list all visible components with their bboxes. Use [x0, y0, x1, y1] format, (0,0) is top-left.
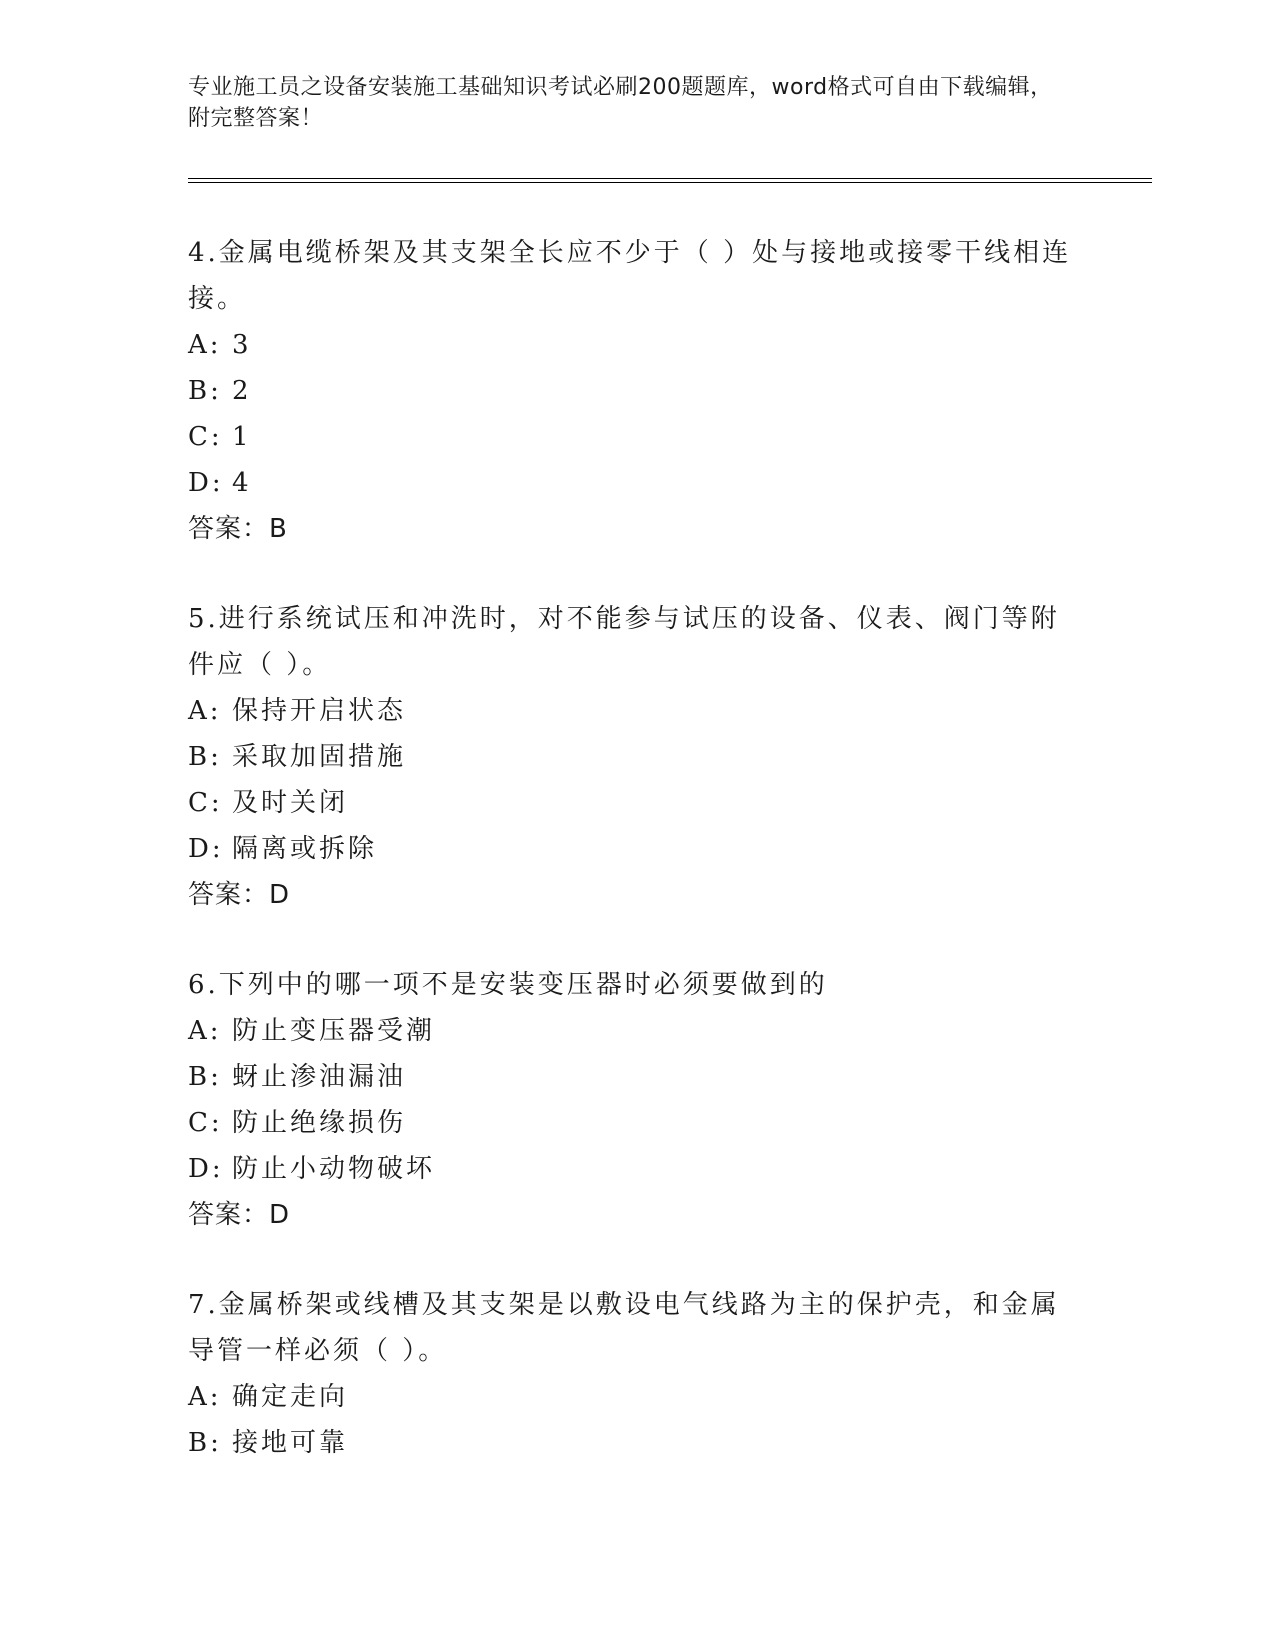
- option-text: 接地可靠: [232, 1428, 349, 1458]
- option-text: 防止小动物破坏: [232, 1154, 436, 1184]
- option-text: 防止绝缘损伤: [232, 1108, 407, 1138]
- option-text: 确定走向: [232, 1382, 349, 1412]
- option-letter: D:: [188, 1154, 224, 1184]
- option-letter: A:: [188, 696, 222, 726]
- document-header: 专业施工员之设备安装施工基础知识考试必刷200题题库，word格式可自由下载编辑，附完整答案！: [188, 75, 1053, 131]
- option-b: [188, 734, 1088, 780]
- question-7: [188, 1282, 1088, 1466]
- question-6: [188, 962, 1088, 1238]
- option-letter: C:: [188, 422, 223, 452]
- question-4: [188, 230, 1088, 552]
- option-letter: C:: [188, 788, 223, 818]
- question-stem: 5.进行系统试压和冲洗时，对不能参与试压的设备、仪表、阀门等附件应（ ）。: [188, 604, 1060, 680]
- option-d: [188, 460, 1088, 506]
- option-letter: B:: [188, 1428, 222, 1458]
- question-stem: 4.金属电缆桥架及其支架全长应不少于（ ）处与接地或接零干线相连接。: [188, 238, 1072, 314]
- option-text: 2: [232, 376, 252, 406]
- option-b: [188, 1054, 1088, 1100]
- option-b: [188, 368, 1088, 414]
- option-letter: B:: [188, 742, 222, 772]
- question-list: [188, 230, 1088, 1510]
- option-b: [188, 1420, 1088, 1466]
- option-letter: C:: [188, 1108, 223, 1138]
- header-divider: [188, 178, 1152, 183]
- option-text: 3: [232, 330, 252, 360]
- question-stem: 6.下列中的哪一项不是安装变压器时必须要做到的: [188, 970, 828, 1000]
- option-a: [188, 322, 1088, 368]
- option-d: [188, 826, 1088, 872]
- option-letter: D:: [188, 834, 224, 864]
- option-text: 隔离或拆除: [232, 834, 378, 864]
- answer-line: 答案：D: [188, 1200, 291, 1230]
- option-a: [188, 1374, 1088, 1420]
- option-text: 防止变压器受潮: [232, 1016, 436, 1046]
- option-c: [188, 414, 1088, 460]
- option-text: 1: [232, 422, 252, 452]
- question-stem: 7.金属桥架或线槽及其支架是以敷设电气线路为主的保护壳，和金属导管一样必须（ ）。: [188, 1290, 1060, 1366]
- option-d: [188, 1146, 1088, 1192]
- option-text: 蚜止渗油漏油: [232, 1062, 407, 1092]
- question-5: [188, 596, 1088, 918]
- option-text: 保持开启状态: [232, 696, 407, 726]
- option-letter: A:: [188, 1382, 222, 1412]
- option-letter: A:: [188, 1016, 222, 1046]
- option-c: [188, 1100, 1088, 1146]
- answer-line: 答案：B: [188, 514, 288, 544]
- option-text: 采取加固措施: [232, 742, 407, 772]
- answer-line: 答案：D: [188, 880, 291, 910]
- option-text: 4: [232, 468, 252, 498]
- option-a: [188, 1008, 1088, 1054]
- option-c: [188, 780, 1088, 826]
- option-a: [188, 688, 1088, 734]
- option-letter: D:: [188, 468, 224, 498]
- option-letter: A:: [188, 330, 222, 360]
- option-letter: B:: [188, 1062, 222, 1092]
- option-text: 及时关闭: [232, 788, 349, 818]
- option-letter: B:: [188, 376, 222, 406]
